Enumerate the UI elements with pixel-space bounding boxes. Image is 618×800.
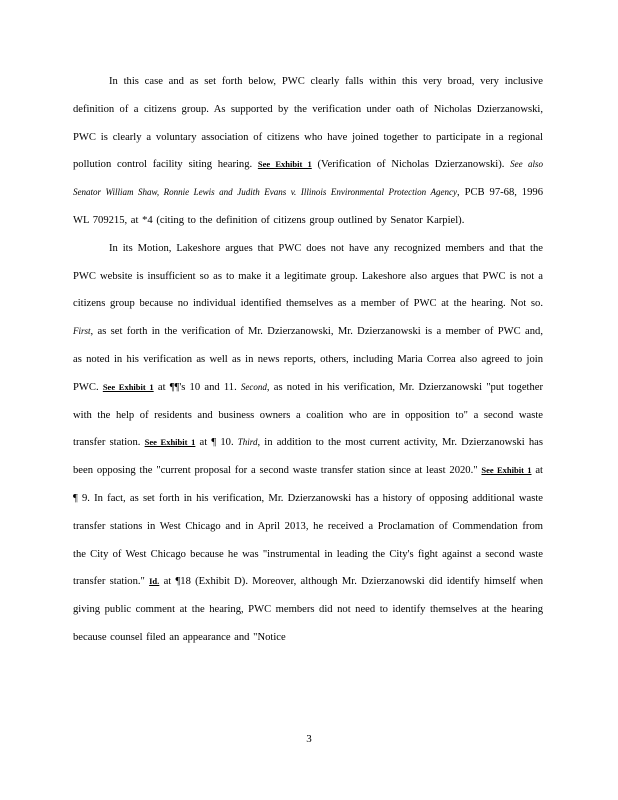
text-run: First [73, 326, 91, 337]
text-run: at ¶ 9. In fact, as set forth in his verification, Mr. Dzierzanowski has a history of opposing additional waste transfer stations in West Chicago and in April 2013, he received a Proclamation of Commendation from the City of West Chicago because he was "instrumental in leading the City's fight against a second waste transfer station." [73, 465, 544, 588]
text-run: Second [240, 381, 267, 392]
exhibit-reference: See Exhibit 1 [481, 465, 532, 476]
text-run: , as set forth in the verification of Mr. Dzierzanowski, Mr. Dzierzanowski is a member of PWC and, as noted in his verification as well as in news reports, others, including Maria Correa also agreed to join PWC. [73, 326, 543, 393]
text-run: , in addition to the most current activity, Mr. Dzierzanowski has been opposing the "current proposal for a second waste transfer station since at least 2020." [73, 437, 543, 477]
text-run: at ¶18 (Exhibit D). Moreover, although Mr. Dzierzanowski did identify himself when giving public comment at the hearing, PWC members did not need to identify themselves at the hearing because counsel filed an appearance and "Notice [73, 576, 543, 643]
text-run: (Verification of Nicholas Dzierzanowski). [311, 159, 511, 171]
exhibit-reference: See Exhibit 1 [102, 381, 154, 392]
exhibit-reference: See Exhibit 1 [144, 437, 196, 448]
text-run: Third [237, 437, 258, 448]
exhibit-reference: See Exhibit 1 [257, 159, 312, 170]
page-number: 3 [306, 733, 312, 745]
text-run: See also Senator William Shaw, Ronnie Lewis and Judith Evans v. Illinois Environmental Protection Agency [73, 159, 543, 198]
text-run: , PCB 97-68, 1996 WL 709215, at *4 (citing to the definition of citizens group outlined by Senator Karpiel). [73, 187, 543, 226]
text-run: In this case and as set forth below, PWC clearly falls within this very broad, very inclusive definition of a citizens group. As supported by the verification under oath of Nicholas Dzierzanowski, PWC is clearly a voluntary association of citizens who have joined together to participate in a regional pollution control facility siting hearing. [73, 76, 543, 171]
text-run: at ¶ 10. [195, 437, 238, 449]
exhibit-reference: Id. [149, 576, 160, 587]
paragraph-1 [73, 68, 543, 235]
text-run: at ¶¶'s 10 and 11. [153, 381, 241, 393]
body-text [73, 68, 543, 652]
paragraph-2 [73, 235, 543, 652]
text-run: In its Motion, Lakeshore argues that PWC does not have any recognized members and that the PWC website is insufficient so as to make it a legitimate group. Lakeshore also argues that PWC is not a citizens group because no individual identified themselves as a member of PWC at the hearing. Not so. [73, 242, 543, 310]
text-run: , as noted in his verification, Mr. Dzierzanowski "put together with the help of residents and business owners a coalition who are in opposition to" a second waste transfer station. [73, 381, 544, 449]
